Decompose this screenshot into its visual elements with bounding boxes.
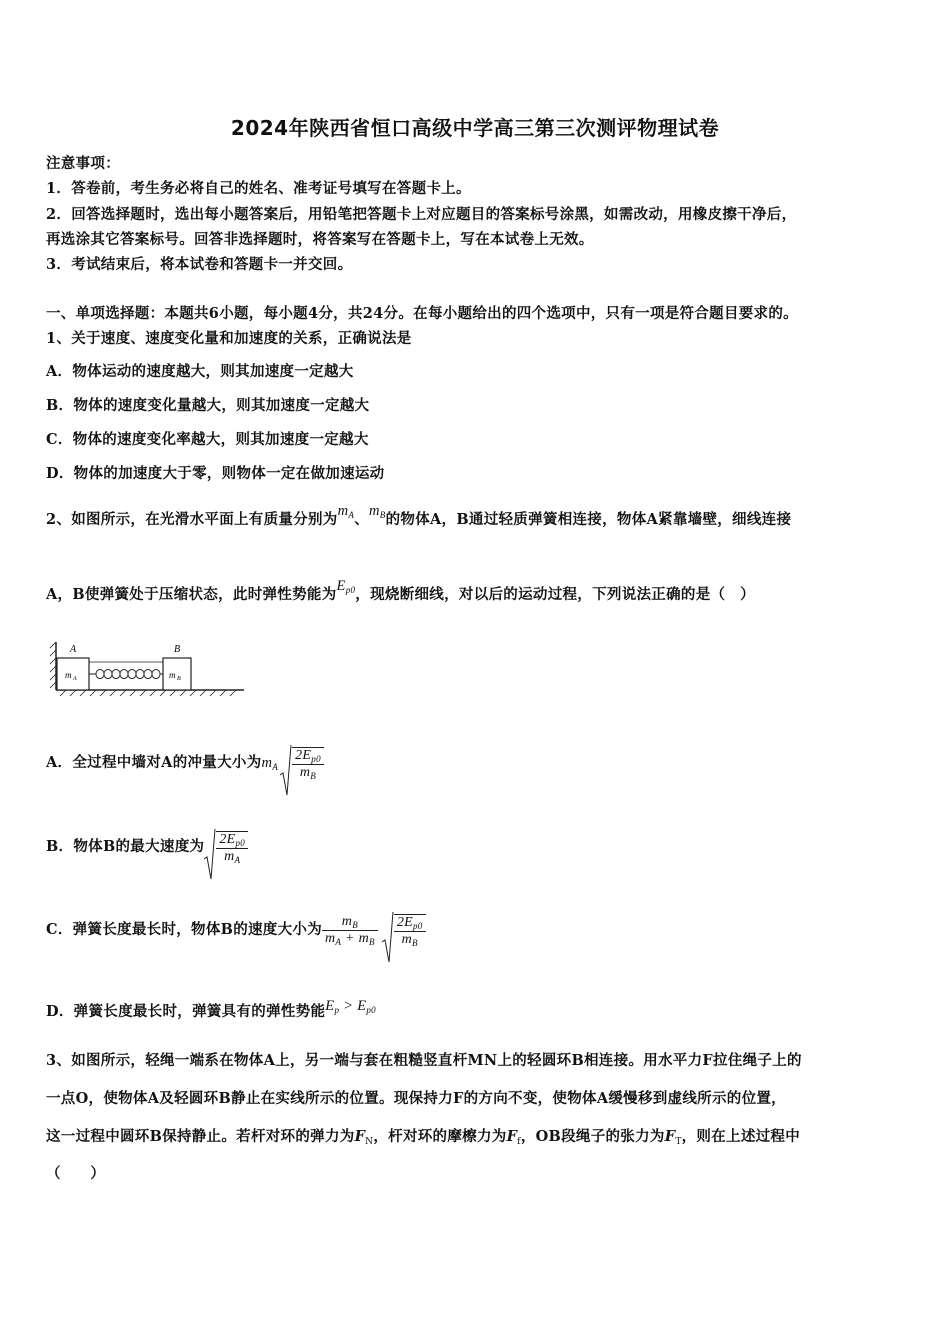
q2-figure bbox=[50, 638, 250, 696]
q2-option-b: B．物体B的最大速度为 $\frac{2E_{p0}}{m_A}$ bbox=[46, 829, 248, 865]
section-heading: 一、单项选择题：本题共6小题，每小题4分，共24分。在每小题给出的四个选项中，只有一项是符合题目要求的。 bbox=[46, 305, 798, 322]
svg-text:m: m bbox=[65, 670, 72, 680]
q2-stem-line2: A，B使弹簧处于压缩状态，此时弹性势能为$E_{p0}$，现烧断细线，对以后的运动过程，下列说法正确的是（ ） bbox=[46, 578, 755, 603]
q2-option-c: C．弹簧长度最长时，物体B的速度大小为 $\frac{m_B}{m_A + m_B}$ $\frac{2E_{p0}}{m_B}$ bbox=[46, 912, 426, 948]
q2-stem-line1: 2、如图所示，在光滑水平面上有质量分别为$m_A$、$m_B$的物体A，B通过轻质弹簧相连接，物体A紧靠墙壁，细线连接 bbox=[46, 503, 792, 528]
q2-option-d: D．弹簧长度最长时，弹簧具有的弹性势能$E_p > E_{p0}$ bbox=[46, 998, 376, 1020]
exam-title: 2024年陕西省恒口高级中学高三第三次测评物理试卷 bbox=[230, 116, 720, 140]
q3-stem-line1: 3、如图所示，轻绳一端系在物体A上，另一端与套在粗糙竖直杆MN上的轻圆环B相连接。用水平力F拉住绳子上的 bbox=[46, 1052, 802, 1069]
q1-stem: 1、关于速度、速度变化量和加速度的关系，正确说法是 bbox=[46, 330, 412, 347]
svg-text:B: B bbox=[174, 644, 181, 655]
q1-option-c: C．物体的速度变化率越大，则其加速度一定越大 bbox=[46, 431, 369, 448]
svg-text:m: m bbox=[169, 670, 176, 680]
notice-heading: 注意事项： bbox=[46, 155, 120, 172]
svg-text:A: A bbox=[70, 644, 77, 655]
notice-item-1: 1．答卷前，考生务必将自己的姓名、准考证号填写在答题卡上。 bbox=[46, 180, 471, 197]
q2-option-a: A．全过程中墙对A的冲量大小为$m_A$ $\frac{2E_{p0}}{m_B}$ bbox=[46, 745, 324, 781]
notice-item-2: 2．回答选择题时，选出每小题答案后，用铅笔把答题卡上对应题目的答案标号涂黑，如需改动，用橡皮擦干净后， bbox=[46, 206, 797, 223]
notice-item-3: 3．考试结束后，将本试卷和答题卡一并交回。 bbox=[46, 256, 353, 273]
q3-answer-blank: （ ） bbox=[46, 1165, 106, 1182]
svg-text:B: B bbox=[177, 676, 181, 682]
q3-stem-line3: 这一过程中圆环B保持静止。若杆对环的弹力为$F_N$，杆对环的摩檫力为$F_f$，OB段绳子的张力为$F_T$，则在上述过程中 bbox=[46, 1128, 801, 1147]
svg-text:A: A bbox=[73, 676, 77, 682]
q3-stem-line2: 一点O，使物体A及轻圆环B静止在实线所示的位置。现保持力F的方向不变，使物体A缓慢移到虚线所示的位置， bbox=[46, 1090, 786, 1107]
q1-option-b: B．物体的速度变化量越大，则其加速度一定越大 bbox=[46, 397, 370, 414]
q1-option-d: D．物体的加速度大于零，则物体一定在做加速运动 bbox=[46, 465, 385, 482]
notice-item-2-cont: 再选涂其它答案标号。回答非选择题时，将答案写在答题卡上，写在本试卷上无效。 bbox=[46, 231, 594, 248]
q1-option-a: A．物体运动的速度越大，则其加速度一定越大 bbox=[46, 363, 354, 380]
